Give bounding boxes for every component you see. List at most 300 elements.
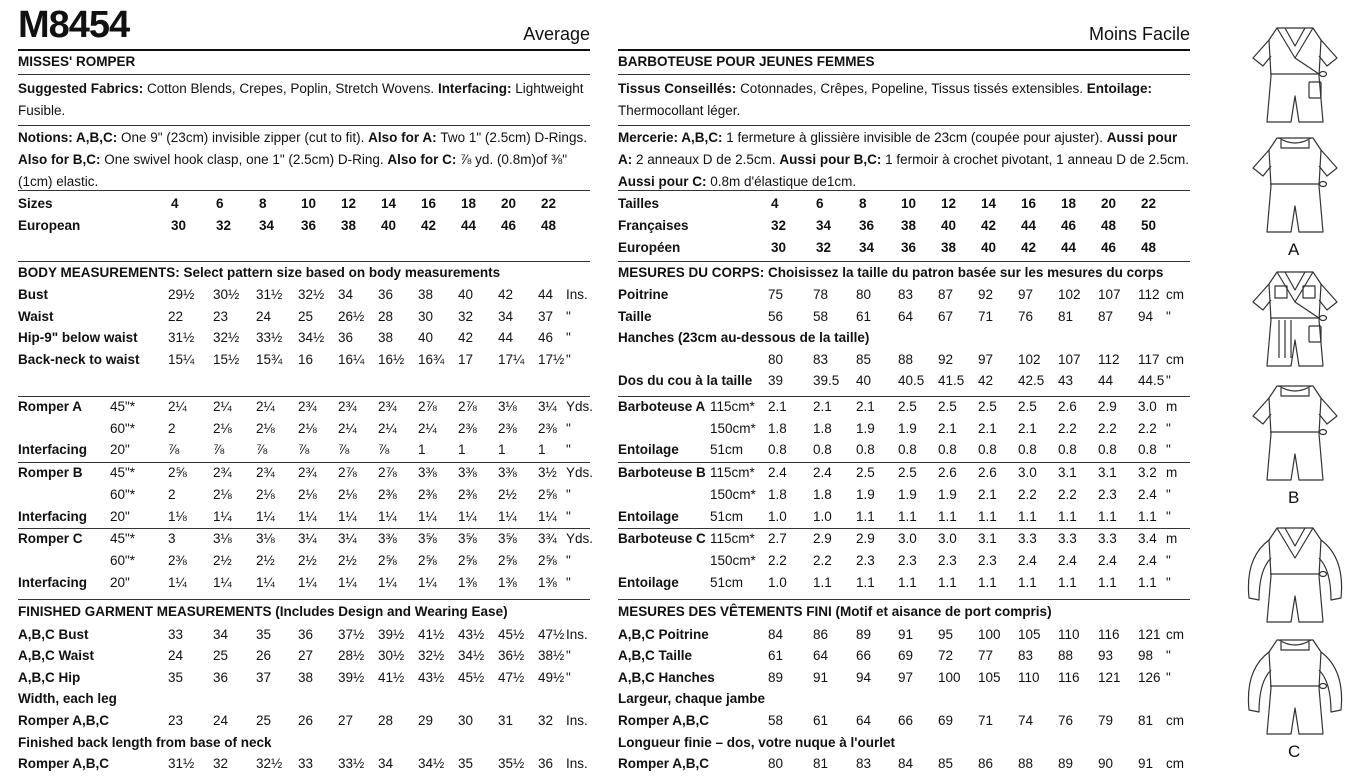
divider	[18, 74, 590, 75]
row-label: Interfacing	[18, 508, 88, 524]
cell-value: 29½	[168, 287, 195, 302]
cell-value: 3.4	[1138, 531, 1157, 547]
table-row	[18, 506, 590, 528]
cell-value: 1.1	[856, 574, 875, 590]
difficulty-level: Moins Facile	[1088, 24, 1190, 44]
row-width: 51cm	[710, 442, 744, 458]
row-unit: Yds.	[566, 531, 594, 547]
cell-value: 58	[768, 712, 784, 728]
cell-value: 1.1	[1058, 574, 1077, 590]
row-width: 45"*	[110, 531, 136, 547]
romper-front-puff-drawing	[1235, 518, 1355, 628]
cell-value: 76	[1058, 712, 1074, 728]
row-label: Finished back length from base of neck	[18, 734, 272, 750]
cell-value: 3.0	[938, 531, 957, 547]
cell-value: 121	[1098, 669, 1121, 685]
cell-value: 83	[898, 287, 914, 302]
cell-value: 83	[856, 756, 872, 772]
cell-value: 2.4	[1058, 552, 1077, 568]
cell-value: 2¼	[256, 399, 275, 414]
cell-value: 44	[1061, 240, 1077, 255]
cell-value: 48	[1101, 218, 1117, 233]
cell-value: 2⅜	[378, 486, 397, 502]
cell-value: 33½	[338, 756, 365, 772]
row-unit: "	[566, 442, 571, 458]
row-label: Waist	[18, 308, 54, 324]
pattern-number: M8454	[18, 4, 130, 46]
cell-value: 3.3	[1018, 531, 1037, 547]
row-unit: Yds.	[566, 399, 594, 414]
cell-value: 50	[1141, 218, 1157, 233]
cell-value: 2.5	[898, 399, 917, 414]
row-unit: "	[1166, 442, 1171, 458]
cell-value: 3.3	[1098, 531, 1117, 547]
table-row	[18, 753, 590, 775]
cell-value: 2¾	[256, 465, 275, 481]
cell-value: 69	[938, 712, 954, 728]
cell-value: 2.5	[898, 465, 917, 481]
table-row	[18, 327, 590, 349]
cell-value: 1.1	[898, 508, 917, 524]
cell-value: 112	[1138, 287, 1160, 302]
cell-value: 1.0	[768, 574, 787, 590]
cell-value: 105	[978, 669, 1001, 685]
cell-value: 40	[418, 330, 434, 346]
cell-value: 32	[816, 240, 832, 255]
cell-value: ⅞	[338, 442, 350, 458]
cell-value: 1¼	[256, 508, 275, 524]
cell-value: 3¾	[538, 531, 557, 547]
cell-value: 77	[978, 648, 994, 664]
cell-value: 36½	[498, 648, 525, 664]
cell-value: 1.1	[978, 574, 997, 590]
cell-value: 3⅝	[458, 531, 477, 547]
cell-value: 71	[978, 712, 994, 728]
cell-value: 2.1	[978, 420, 997, 436]
table-row	[618, 237, 1190, 259]
cell-value: 25	[298, 308, 314, 324]
cell-value: ⅞	[378, 442, 390, 458]
cell-value: 2⅜	[538, 420, 557, 436]
cell-value: 2¾	[213, 465, 232, 481]
cell-value: 34½	[458, 648, 485, 664]
cell-value: 16½	[378, 351, 405, 367]
cell-value: 35½	[498, 756, 525, 772]
row-width: 115cm*	[710, 399, 755, 414]
cell-value: 22	[1141, 196, 1157, 211]
cell-value: 24	[213, 712, 229, 728]
body-measurements-title: MESURES DU CORPS: Choisissez la taille du patron basée sur les mesures du corps	[618, 265, 1164, 280]
cell-value: 2½	[498, 486, 517, 502]
cell-value: 2	[168, 420, 176, 436]
cell-value: 2⅝	[458, 552, 477, 568]
cell-value: 3.1	[1058, 465, 1077, 481]
cell-value: 1.1	[813, 574, 832, 590]
cell-value: 42	[458, 330, 474, 346]
cell-value: 3⅜	[378, 531, 397, 547]
cell-value: 17¼	[498, 351, 525, 367]
cell-value: 43½	[458, 626, 485, 642]
table-row	[618, 484, 1190, 506]
para-text: 1 fermoir à crochet pivotant, 1 anneau D de 2.5cm.	[885, 152, 1190, 167]
cell-value: 126	[1138, 669, 1161, 685]
cell-value: 91	[813, 669, 829, 685]
row-unit: "	[1166, 669, 1171, 685]
cell-value: 2.4	[1098, 552, 1117, 568]
cell-value: 40	[856, 373, 872, 389]
cell-value: 97	[978, 351, 994, 367]
table-row	[18, 624, 590, 646]
cell-value: 1.9	[856, 420, 875, 436]
cell-value: 3⅜	[458, 465, 477, 481]
cell-value: 28	[378, 712, 394, 728]
cell-value: 1¼	[168, 574, 187, 590]
cell-value: 38	[901, 218, 917, 233]
cell-value: 2.2	[768, 552, 787, 568]
cell-value: 30½	[213, 287, 240, 302]
cell-value: 2⅞	[378, 465, 397, 481]
cell-value: 24	[256, 308, 272, 324]
row-unit: "	[566, 420, 571, 436]
row-label: Hanches (23cm au-dessous de la taille)	[618, 330, 870, 346]
cell-value: 34	[859, 240, 875, 255]
cell-value: 31	[498, 712, 514, 728]
cell-value: 36	[301, 218, 317, 233]
cell-value: 2⅛	[256, 420, 275, 436]
para-bold: Entoilage:	[1086, 81, 1153, 96]
para-text: Two 1" (2.5cm) D-Rings.	[440, 130, 587, 145]
row-unit: "	[566, 574, 571, 590]
row-label: Largeur, chaque jambe	[618, 691, 766, 707]
cell-value: 2⅞	[338, 465, 357, 481]
cell-value: 30½	[378, 648, 405, 664]
cell-value: 8	[859, 196, 867, 211]
table-row	[618, 753, 1190, 775]
finished-measurements-title: MESURES DES VÊTEMENTS FINI (Motif et aisance de port compris)	[618, 604, 1052, 619]
cell-value: 3¼	[338, 531, 357, 547]
body-measurements-title: BODY MEASUREMENTS: Select pattern size based on body measurements	[18, 265, 501, 280]
cell-value: 1.8	[813, 486, 832, 502]
cell-value: 46	[501, 218, 517, 233]
cell-value: 1¼	[418, 574, 437, 590]
cell-value: 3¼	[298, 531, 317, 547]
table-row	[618, 528, 1190, 550]
cell-value: 0.8	[1018, 442, 1037, 458]
cell-value: 16	[1021, 196, 1037, 211]
cell-value: 28	[378, 308, 394, 324]
suggested-fabrics	[18, 78, 590, 122]
cell-value: 30	[771, 240, 787, 255]
para-bold: Also for A:	[368, 130, 441, 145]
table-row	[618, 667, 1190, 689]
cell-value: 72	[938, 648, 954, 664]
cell-value: 2¼	[418, 420, 437, 436]
cell-value: 39.5	[813, 373, 840, 389]
cell-value: 105	[1018, 626, 1041, 642]
cell-value: 2.6	[978, 465, 997, 481]
para-bold: Notions: A,B,C:	[18, 130, 121, 145]
row-label: A,B,C Bust	[18, 626, 89, 642]
cell-value: 3⅛	[498, 399, 517, 414]
cell-value: 32½	[298, 287, 325, 302]
row-label: A,B,C Poitrine	[618, 626, 709, 642]
cell-value: 2¼	[378, 420, 397, 436]
row-unit: "	[566, 308, 571, 324]
cell-value: 36	[859, 218, 875, 233]
cell-value: 2.6	[938, 465, 957, 481]
table-row	[18, 528, 594, 550]
row-unit: "	[566, 669, 571, 685]
cell-value: 79	[1098, 712, 1114, 728]
cell-value: 2¾	[298, 399, 317, 414]
cell-value: 69	[898, 648, 914, 664]
table-row	[618, 349, 1190, 371]
table-row	[618, 439, 1190, 461]
cell-value: 1.9	[898, 420, 917, 436]
table-row	[18, 439, 590, 461]
cell-value: 32½	[213, 330, 240, 346]
cell-value: 16	[421, 196, 437, 211]
cell-value: 30	[458, 712, 474, 728]
row-label: Françaises	[618, 218, 689, 233]
cell-value: 25	[256, 712, 272, 728]
cell-value: 3.0	[1138, 399, 1157, 414]
cell-value: 0.8	[856, 442, 875, 458]
cell-value: 116	[1098, 626, 1120, 642]
cell-value: 32	[458, 308, 474, 324]
cell-value: 98	[1138, 648, 1154, 664]
row-label: Dos du cou à la taille	[618, 373, 753, 389]
cell-value: 45½	[458, 669, 485, 685]
cell-value: 2½	[213, 552, 232, 568]
cell-value: 40.5	[898, 373, 925, 389]
cell-value: 1¼	[213, 574, 232, 590]
cell-value: 85	[938, 756, 954, 772]
cell-value: 31½	[256, 287, 283, 302]
cell-value: 1¼	[378, 574, 397, 590]
divider	[18, 190, 590, 191]
cell-value: 87	[938, 287, 954, 302]
cell-value: ⅞	[256, 442, 268, 458]
row-unit: Yds.	[566, 465, 594, 481]
cell-value: 2⅝	[538, 486, 557, 502]
cell-value: 2½	[298, 552, 317, 568]
cell-value: 2⅛	[213, 420, 232, 436]
table-row	[618, 624, 1190, 646]
cell-value: 35	[256, 626, 272, 642]
romper-back-plain-drawing	[1235, 376, 1355, 486]
cell-value: 27	[298, 648, 314, 664]
cell-value: 61	[856, 308, 872, 324]
row-label: A,B,C Hanches	[618, 669, 715, 685]
cell-value: 0.8	[768, 442, 787, 458]
row-unit: "	[566, 330, 571, 346]
row-label: A,B,C Hip	[18, 669, 81, 685]
table-row	[18, 688, 590, 710]
cell-value: 31½	[168, 756, 195, 772]
row-unit: "	[1166, 308, 1171, 324]
table-row	[18, 306, 590, 328]
cell-value: 40	[981, 240, 997, 255]
cell-value: 2⅛	[298, 486, 317, 502]
cell-value: 1.8	[813, 420, 832, 436]
cell-value: 12	[341, 196, 357, 211]
cell-value: 80	[768, 756, 784, 772]
cell-value: 34	[338, 287, 354, 302]
cell-value: ⅞	[168, 442, 180, 458]
cell-value: 35	[168, 669, 184, 685]
cell-value: 48	[541, 218, 557, 233]
cell-value: 37½	[338, 626, 365, 642]
para-text: Cotton Blends, Crepes, Poplin, Stretch Wovens.	[147, 81, 438, 96]
cell-value: 1.1	[1098, 574, 1117, 590]
cell-value: 1	[498, 442, 506, 458]
cell-value: 0.8	[938, 442, 957, 458]
cell-value: 24	[168, 648, 184, 664]
cell-value: 66	[856, 648, 872, 664]
garment-figure-1	[1235, 18, 1355, 133]
cell-value: 16	[298, 351, 314, 367]
row-label: Tailles	[618, 196, 660, 211]
table-row	[18, 732, 590, 754]
cell-value: 0.8	[813, 442, 832, 458]
table-row	[18, 215, 590, 237]
cell-value: 2½	[338, 552, 357, 568]
row-unit: "	[1166, 574, 1171, 590]
cell-value: 2.1	[856, 399, 875, 414]
table-row	[18, 572, 590, 594]
cell-value: 41½	[378, 669, 405, 685]
row-label: Européen	[618, 240, 681, 255]
cell-value: 85	[856, 351, 872, 367]
cell-value: 83	[813, 351, 829, 367]
cell-value: 92	[938, 351, 954, 367]
cell-value: 42	[421, 218, 437, 233]
cell-value: 42.5	[1018, 373, 1045, 389]
cell-value: 80	[856, 287, 872, 302]
cell-value: 2⅝	[168, 465, 187, 481]
cell-value: 88	[1058, 648, 1074, 664]
cell-value: 34	[259, 218, 275, 233]
cell-value: 2⅜	[458, 486, 477, 502]
cell-value: 2.2	[1018, 486, 1037, 502]
cell-value: 84	[898, 756, 914, 772]
row-label: Entoilage	[618, 442, 679, 458]
cell-value: 3.1	[1098, 465, 1117, 481]
cell-value: 2.9	[856, 531, 875, 547]
cell-value: 2.3	[898, 552, 917, 568]
cell-value: 42	[498, 287, 514, 302]
row-unit: "	[566, 552, 571, 568]
cell-value: 41½	[418, 626, 445, 642]
cell-value: 42	[981, 218, 997, 233]
cell-value: 2¼	[168, 399, 187, 414]
table-row	[618, 710, 1190, 732]
cell-value: 3½	[538, 465, 557, 481]
cell-value: 2.1	[813, 399, 832, 414]
table-row	[618, 418, 1190, 440]
table-row	[18, 193, 590, 215]
para-text: One 9" (23cm) invisible zipper (cut to fit).	[120, 130, 369, 145]
cell-value: 2.4	[1138, 486, 1157, 502]
row-width: 45"*	[110, 465, 136, 481]
cell-value: 2.1	[768, 399, 787, 414]
table-row	[18, 710, 590, 732]
cell-value: 1.1	[938, 508, 957, 524]
row-width: 45"*	[110, 399, 136, 414]
cell-value: 12	[941, 196, 957, 211]
row-width: 60"*	[110, 486, 136, 502]
row-unit: "	[1166, 420, 1171, 436]
row-width: 150cm*	[710, 420, 756, 436]
cell-value: 2⅝	[498, 552, 517, 568]
cell-value: 43½	[418, 669, 445, 685]
row-unit: Ins.	[566, 626, 588, 642]
table-row	[618, 732, 1190, 754]
table-row	[18, 284, 590, 306]
para-text: Cotonnades, Crêpes, Popeline, Tissus tissés extensibles.	[740, 81, 1087, 96]
cell-value: 1.8	[768, 420, 787, 436]
table-row	[618, 193, 1190, 215]
cell-value: 26½	[338, 308, 365, 324]
cell-value: 1.1	[938, 574, 957, 590]
cell-value: 107	[1058, 351, 1081, 367]
cell-value: 2.7	[768, 531, 787, 547]
cell-value: 61	[768, 648, 784, 664]
cell-value: 3⅝	[498, 531, 517, 547]
cell-value: 43	[1058, 373, 1074, 389]
cell-value: ⅞	[298, 442, 310, 458]
cell-value: 44	[1021, 218, 1037, 233]
para-text: 1 fermeture à glissière invisible de 23cm (coupée pour ajuster).	[726, 130, 1107, 145]
cell-value: 1¼	[338, 574, 357, 590]
cell-value: 8	[259, 196, 267, 211]
cell-value: 2⅛	[213, 486, 232, 502]
divider	[618, 599, 1190, 600]
cell-value: 27	[338, 712, 354, 728]
row-unit: "	[566, 648, 571, 664]
pattern-title: BARBOTEUSE POUR JEUNES FEMMES	[618, 54, 875, 69]
row-label: Entoilage	[618, 574, 679, 590]
cell-value: 31½	[168, 330, 195, 346]
cell-value: 46	[1061, 218, 1077, 233]
row-label: European	[18, 218, 81, 233]
cell-value: 34½	[298, 330, 325, 346]
cell-value: 0.8	[978, 442, 997, 458]
cell-value: 36	[378, 287, 394, 302]
para-bold: Suggested Fabrics:	[18, 81, 148, 96]
row-label: Interfacing	[18, 574, 88, 590]
cell-value: 89	[856, 626, 872, 642]
cell-value: 2¼	[213, 399, 232, 414]
cell-value: 1⅛	[168, 508, 187, 524]
cell-value: 0.8	[1098, 442, 1117, 458]
cell-value: 37	[538, 308, 554, 324]
row-unit: "	[1166, 486, 1171, 502]
cell-value: 34	[213, 626, 229, 642]
row-unit: Ins.	[566, 287, 588, 302]
cell-value: 0.8	[1138, 442, 1157, 458]
cell-value: 2½	[256, 552, 275, 568]
para-bold: Interfacing:	[437, 81, 516, 96]
cell-value: 94	[856, 669, 872, 685]
cell-value: 32	[538, 712, 554, 728]
cell-value: 1.9	[938, 486, 957, 502]
cell-value: 2⅝	[418, 552, 437, 568]
cell-value: 88	[1018, 756, 1034, 772]
garment-figure-6	[1235, 630, 1355, 745]
cell-value: 38	[941, 240, 957, 255]
